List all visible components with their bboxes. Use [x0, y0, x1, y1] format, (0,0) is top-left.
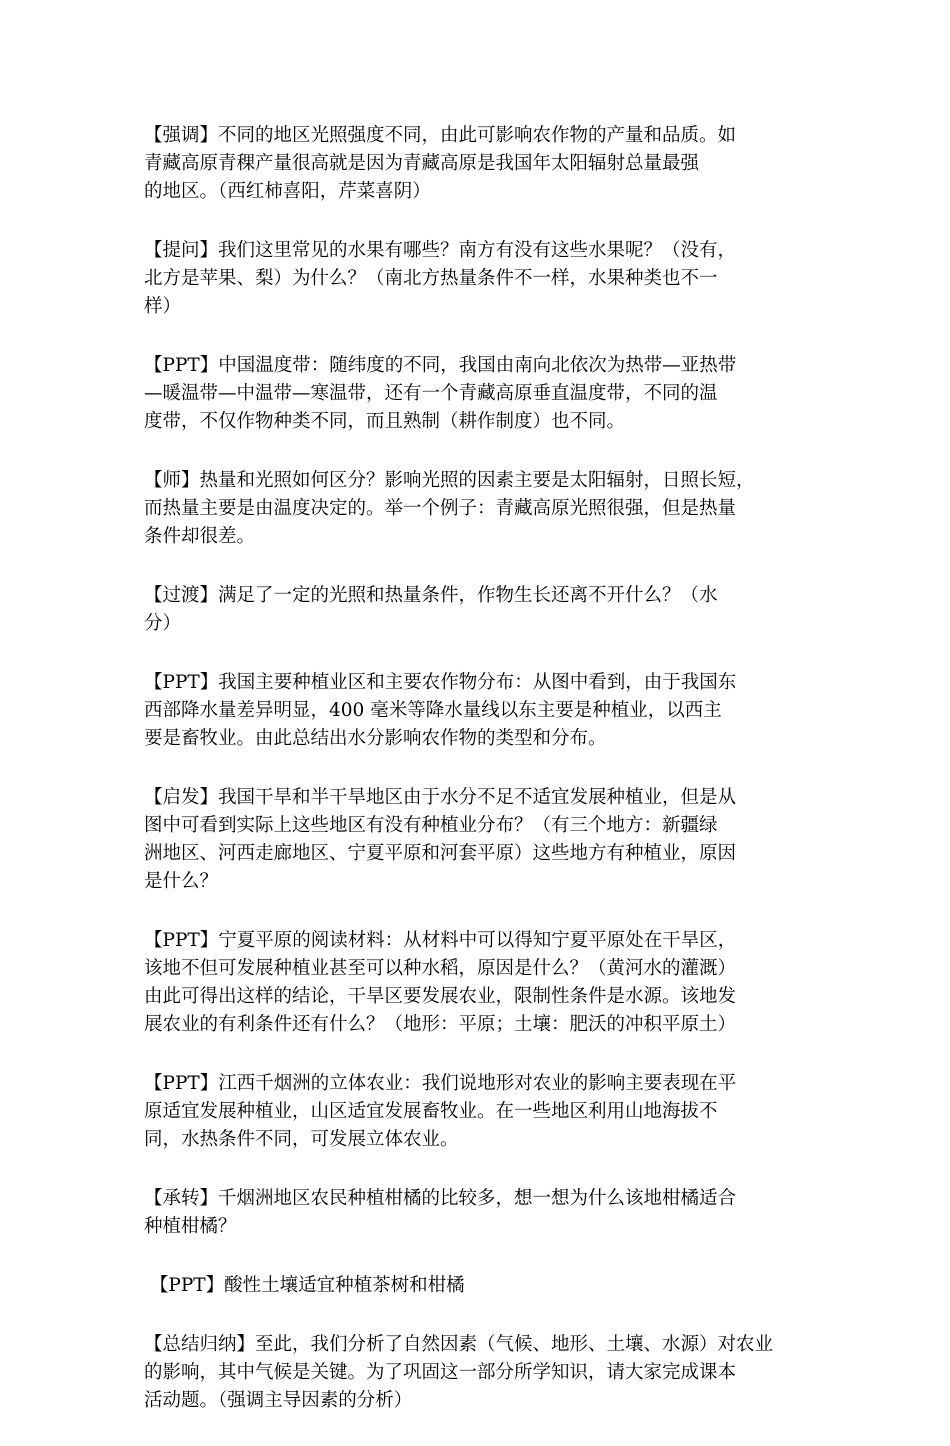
paragraph: [144, 352, 824, 436]
text-line: 【提问】我们这里常见的水果有哪些？南方有没有这些水果呢？（没有，: [144, 240, 737, 261]
paragraph: [144, 1185, 824, 1241]
text-line: 【PPT】宁夏平原的阅读材料：从材料中可以得知宁夏平原处在干旱区，: [144, 930, 737, 951]
text-line: 活动题。（强调主导因素的分析）: [144, 1390, 413, 1411]
text-line: 西部降水量差异明显，400 毫米等降水量线以东主要是种植业，以西主: [144, 700, 722, 721]
text-line: 【PPT】中国温度带：随纬度的不同，我国由南向北依次为热带—亚热带: [144, 355, 737, 376]
paragraph: [144, 122, 824, 206]
text-line: 【PPT】酸性土壤适宜种植茶树和柑橘: [144, 1275, 465, 1296]
text-line: 展农业的有利条件还有什么？（地形：平原；土壤：肥沃的冲积平原土）: [144, 1014, 737, 1035]
text-line: 【启发】我国干旱和半干旱地区由于水分不足不适宜发展种植业，但是从: [144, 787, 737, 808]
text-line: 图中可看到实际上这些地区有没有种植业分布？（有三个地方：新疆绿: [144, 815, 718, 836]
text-line: 【强调】不同的地区光照强度不同，由此可影响农作物的产量和品质。如: [144, 125, 737, 146]
text-line: 青藏高原青稞产量很高就是因为青藏高原是我国年太阳辐射总量最强: [144, 153, 700, 174]
text-line: 是什么？: [144, 871, 219, 892]
text-line: 种植柑橘？: [144, 1216, 237, 1237]
paragraph: [144, 582, 824, 638]
text-line: 条件却很差。: [144, 526, 256, 547]
text-line: 【总结归纳】至此，我们分析了自然因素（气候、地形、土壤、水源）对农业: [144, 1334, 774, 1355]
paragraph: [144, 927, 824, 1039]
paragraph: [144, 467, 824, 551]
text-line: 北方是苹果、梨）为什么？（南北方热量条件不一样，水果种类也不一: [144, 268, 718, 289]
text-line: 由此可得出这样的结论，干旱区要发展农业，限制性条件是水源。该地发: [144, 986, 737, 1007]
text-line: 而热量主要是由温度决定的。举一个例子：青藏高原光照很强，但是热量: [144, 498, 737, 519]
paragraph: [144, 1070, 824, 1154]
text-line: 度带，不仅作物种类不同，而且熟制（耕作制度）也不同。: [144, 411, 626, 432]
text-line: 【PPT】我国主要种植业区和主要农作物分布：从图中看到，由于我国东: [144, 672, 737, 693]
text-line: 【PPT】江西千烟洲的立体农业：我们说地形对农业的影响主要表现在平: [144, 1073, 737, 1094]
text-line: 同，水热条件不同，可发展立体农业。: [144, 1129, 459, 1150]
text-line: 洲地区、河西走廊地区、宁夏平原和河套平原）这些地方有种植业，原因: [144, 843, 737, 864]
paragraph: [144, 1272, 824, 1300]
document-body: [144, 122, 824, 1446]
text-line: 要是畜牧业。由此总结出水分影响农作物的类型和分布。: [144, 728, 607, 749]
paragraph: [144, 669, 824, 753]
text-line: —暖温带—中温带—寒温带，还有一个青藏高原垂直温度带，不同的温: [144, 383, 718, 404]
text-line: 【承转】千烟洲地区农民种植柑橘的比较多，想一想为什么该地柑橘适合: [144, 1188, 737, 1209]
text-line: 的地区。（西红柿喜阳，芹菜喜阴）: [144, 181, 431, 202]
text-line: 样）: [144, 296, 182, 317]
paragraph: [144, 237, 824, 321]
text-line: 【师】热量和光照如何区分？影响光照的因素主要是太阳辐射，日照长短，: [144, 470, 755, 491]
text-line: 原适宜发展种植业，山区适宜发展畜牧业。在一些地区利用山地海拔不: [144, 1101, 718, 1122]
text-line: 该地不但可发展种植业甚至可以种水稻，原因是什么？（黄河水的灌溉）: [144, 958, 737, 979]
text-line: 的影响，其中气候是关键。为了巩固这一部分所学知识，请大家完成课本: [144, 1362, 737, 1383]
text-line: 【过渡】满足了一定的光照和热量条件，作物生长还离不开什么？（水: [144, 585, 718, 606]
text-line: 分）: [144, 613, 182, 634]
paragraph: [144, 784, 824, 896]
